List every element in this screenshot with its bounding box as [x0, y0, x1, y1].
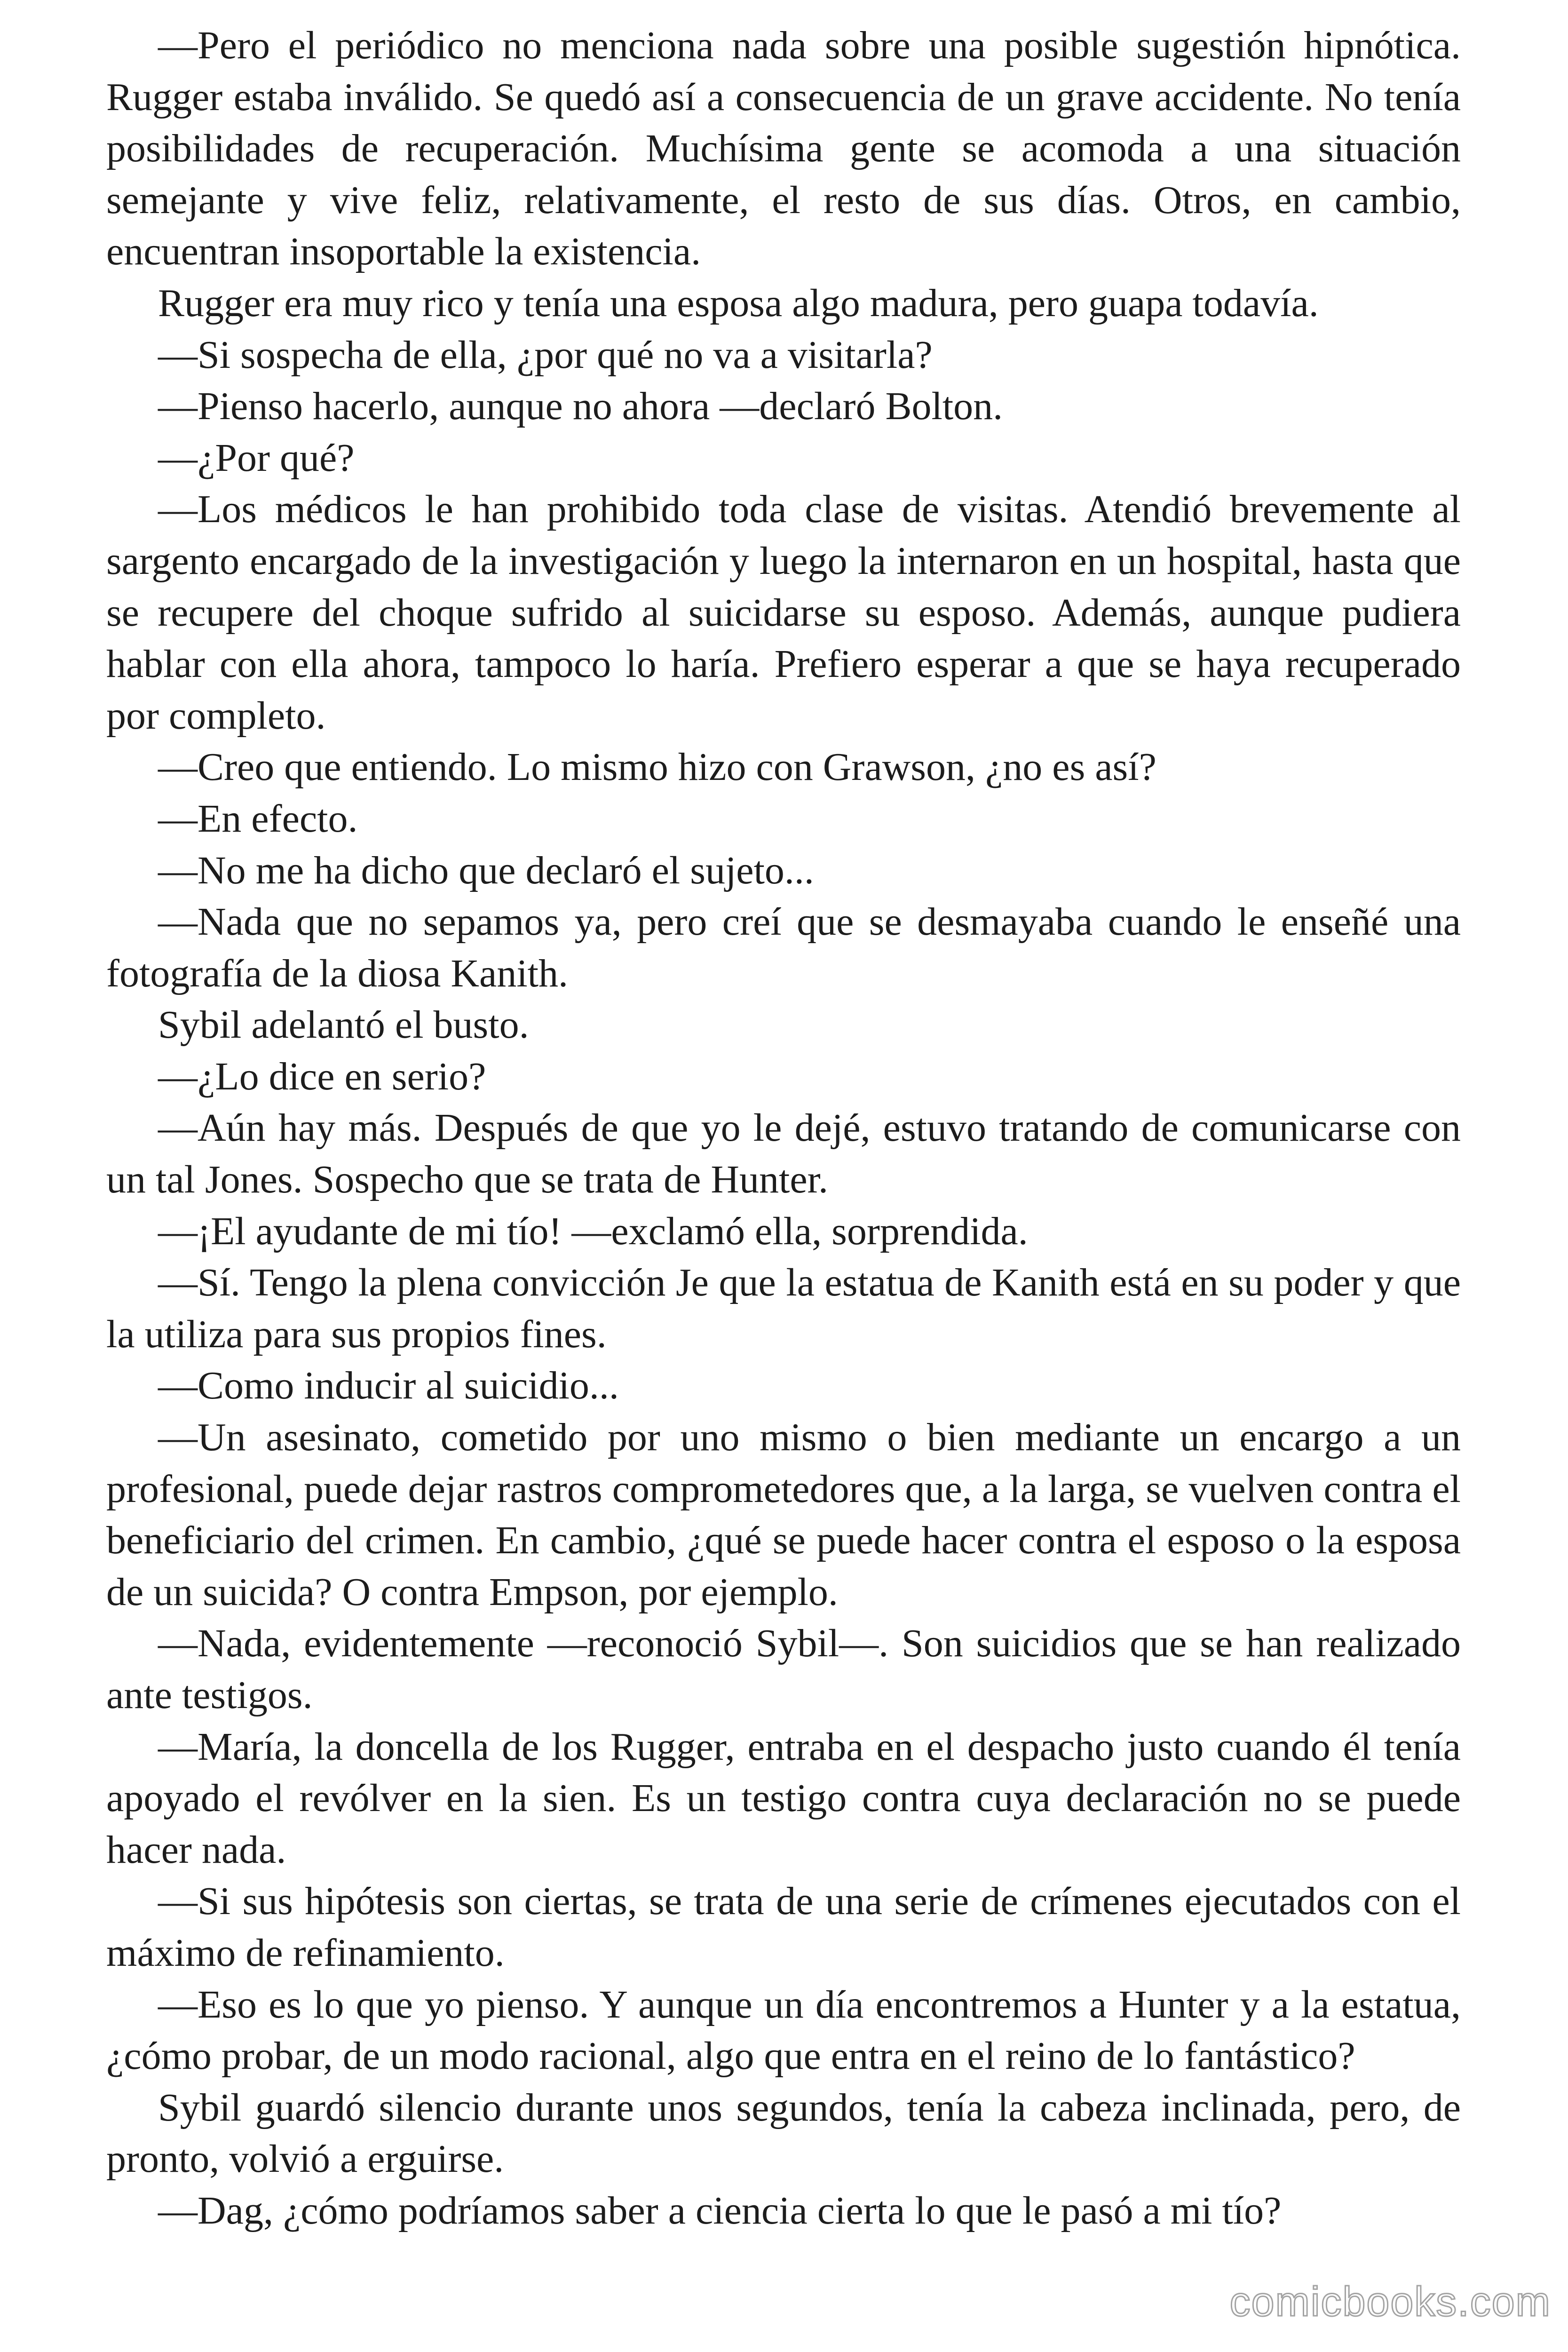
- paragraph: —María, la doncella de los Rugger, entraba en el despacho justo cuando él tenía apoyado el revólver en la sien. Es un testigo contra cuya declaración no se puede hacer nada.: [106, 1724, 1461, 1872]
- paragraph: —Como inducir al suicidio...: [158, 1364, 619, 1408]
- paragraph: —En efecto.: [158, 796, 358, 841]
- paragraph: —Si sus hipótesis son ciertas, se trata de una serie de crímenes ejecutados con el máximo de refinamiento.: [106, 1879, 1461, 1975]
- paragraph: —Si sospecha de ella, ¿por qué no va a visitarla?: [158, 333, 933, 377]
- paragraph: —Un asesinato, cometido por uno mismo o bien mediante un encargo a un profesional, puede dejar rastros comprometedores que, a la larga, se vuelven contra el beneficiario del crimen. En cambio, ¿qué se puede hacer contra el esposo o la esposa de un suicida? O contra Empson, por ejemplo.: [106, 1415, 1461, 1614]
- paragraph: —Sí. Tengo la plena convicción Je que la estatua de Kanith está en su poder y que la utiliza para sus propios fines.: [106, 1261, 1461, 1356]
- paragraph: —Nada que no sepamos ya, pero creí que se desmayaba cuando le enseñé una fotografía de la diosa Kanith.: [106, 900, 1461, 995]
- paragraph: Rugger era muy rico y tenía una esposa algo madura, pero guapa todavía.: [158, 281, 1319, 325]
- paragraph: Sybil guardó silencio durante unos segundos, tenía la cabeza inclinada, pero, de pronto, volvió a erguirse.: [106, 2085, 1461, 2181]
- paragraph: —Pienso hacerlo, aunque no ahora —declaró Bolton.: [158, 384, 1003, 429]
- paragraph: —Creo que entiendo. Lo mismo hizo con Grawson, ¿no es así?: [158, 745, 1156, 789]
- paragraph: —Aún hay más. Después de que yo le dejé, estuvo tratando de comunicarse con un tal Jones. Sospecho que se trata de Hunter.: [106, 1106, 1461, 1202]
- paragraph: Sybil adelantó el busto.: [158, 1003, 529, 1047]
- watermark: comicbooks.com: [1229, 2278, 1551, 2325]
- paragraph: —¿Por qué?: [158, 436, 355, 480]
- paragraph: —No me ha dicho que declaró el sujeto...: [158, 848, 814, 892]
- paragraph: —Dag, ¿cómo podríamos saber a ciencia cierta lo que le pasó a mi tío?: [158, 2188, 1282, 2233]
- paragraph: —Los médicos le han prohibido toda clase de visitas. Atendió brevemente al sargento encargado de la investigación y luego la internaron en un hospital, hasta que se recupere del choque sufrido al suicidarse su esposo. Además, aunque pudiera hablar con ella ahora, tampoco lo haría. Prefiero esperar a que se haya recuperado por completo.: [106, 487, 1461, 738]
- book-page-text: [106, 20, 1461, 2237]
- paragraph: —Eso es lo que yo pienso. Y aunque un día encontremos a Hunter y a la estatua, ¿cómo probar, de un modo racional, algo que entra en el reino de lo fantástico?: [106, 1982, 1461, 2078]
- paragraph: —¿Lo dice en serio?: [158, 1054, 486, 1098]
- paragraph: —Nada, evidentemente —reconoció Sybil—. Son suicidios que se han realizado ante testigos.: [106, 1621, 1461, 1717]
- paragraph: —¡El ayudante de mi tío! —exclamó ella, sorprendida.: [158, 1209, 1028, 1253]
- paragraph: —Pero el periódico no menciona nada sobre una posible sugestión hipnótica. Rugger estaba inválido. Se quedó así a consecuencia de un grave accidente. No tenía posibilidades de recuperación. Muchísima gente se acomoda a una situación semejante y vive feliz, relativamente, el resto de sus días. Otros, en cambio, encuentran insoportable la existencia.: [106, 24, 1461, 274]
